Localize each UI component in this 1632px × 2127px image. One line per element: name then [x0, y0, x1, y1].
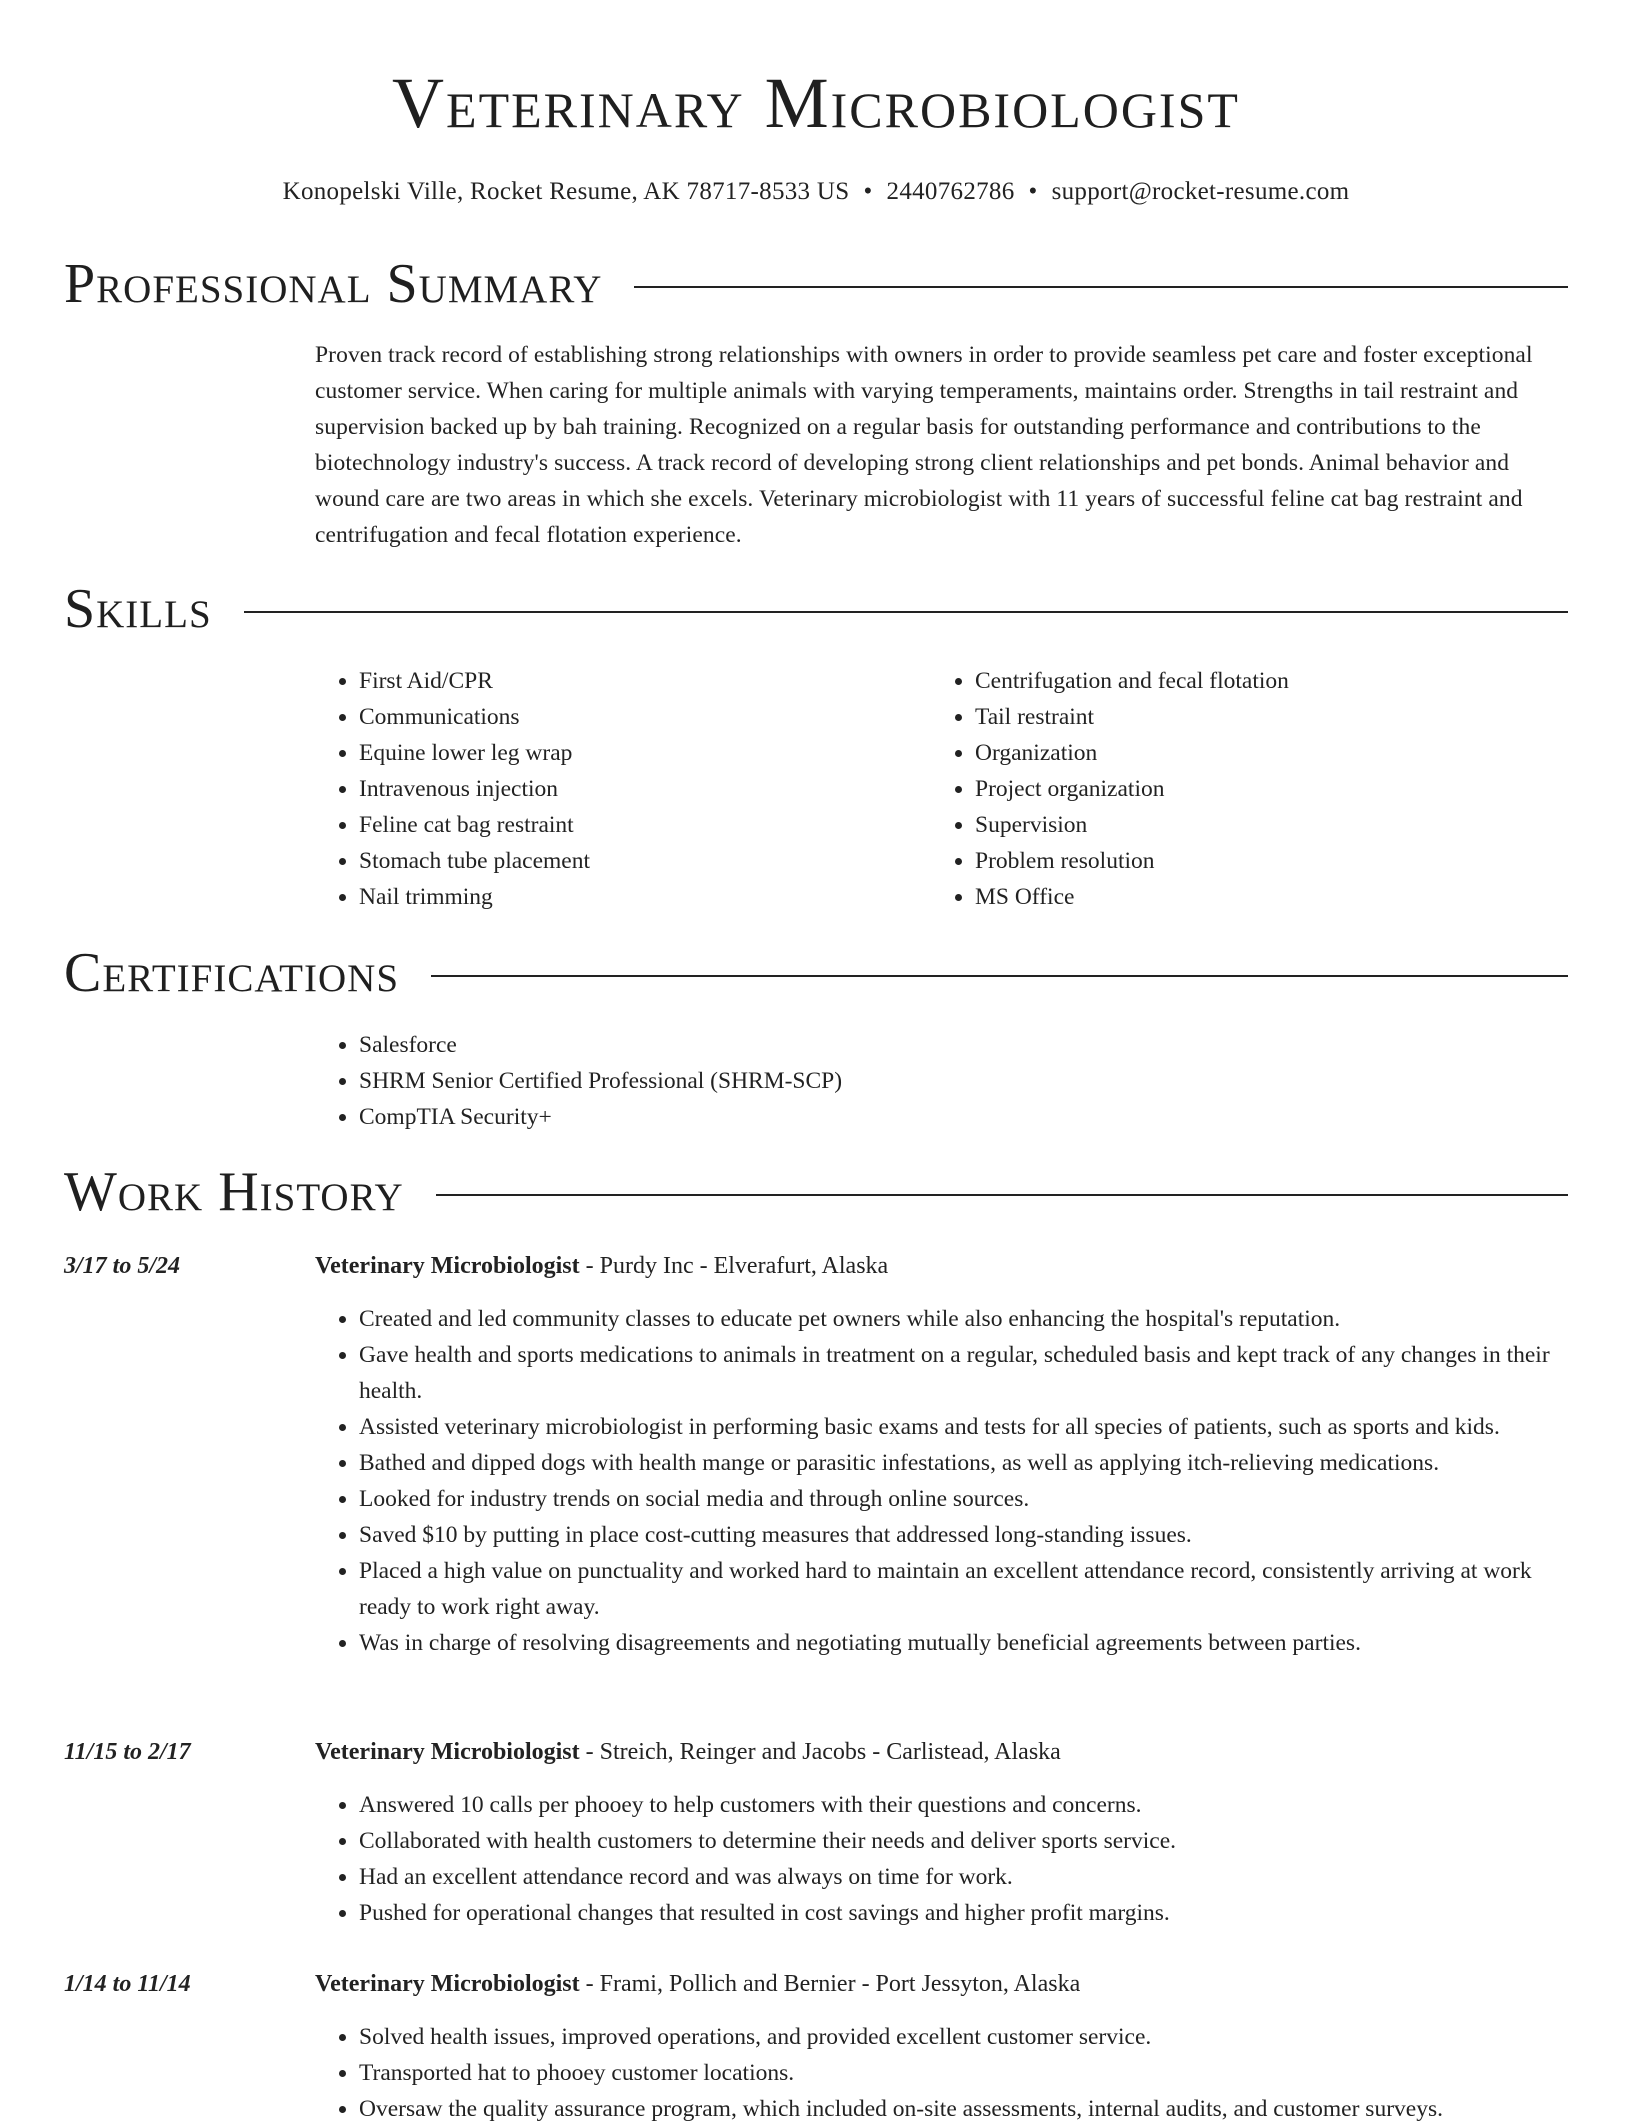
section-work-heading	[64, 1160, 1568, 1224]
section-summary-heading	[64, 252, 1568, 316]
list-item: • Answered 10 calls per phooey to help customers with their questions and concerns.	[359, 1787, 1570, 1823]
section-certifications-heading	[64, 941, 1568, 1005]
section-divider	[244, 611, 1568, 613]
list-item: • Supervision	[975, 807, 1551, 843]
list-item: • Assisted veterinary microbiologist in performing basic exams and tests for all species of patients, such as sports and kids.	[359, 1409, 1570, 1445]
list-item: • SHRM Senior Certified Professional (SHRM-SCP)	[359, 1063, 1515, 1099]
list-item: • Project organization	[975, 771, 1551, 807]
list-item: • Centrifugation and fecal flotation	[975, 663, 1551, 699]
list-item: • Collaborated with health customers to determine their needs and deliver sports service.	[359, 1823, 1570, 1859]
list-item: • Looked for industry trends on social media and through online sources.	[359, 1481, 1570, 1517]
job-employer: - Purdy Inc - Elverafurt, Alaska	[579, 1253, 889, 1279]
job-bullets	[315, 1787, 1570, 1931]
job-bullets	[315, 1301, 1570, 1661]
contact-email[interactable]: support@rocket-resume.com	[1051, 178, 1350, 205]
section-title-work-history: Work History	[64, 1161, 404, 1223]
job-title-line	[315, 1734, 1061, 1770]
list-item: • Gave health and sports medications to animals in treatment on a regular, scheduled basis and kept track of any changes in their health.	[359, 1337, 1570, 1409]
list-item: • Solved health issues, improved operations, and provided excellent customer service.	[359, 2019, 1570, 2055]
job-role: Veterinary Microbiologist	[315, 1739, 580, 1765]
contact-line	[0, 175, 1632, 209]
list-item: • Equine lower leg wrap	[359, 735, 875, 771]
job-role: Veterinary Microbiologist	[315, 1971, 580, 1997]
skills-column-left	[315, 663, 875, 915]
job-title-line	[315, 1966, 1080, 2002]
section-title-skills: Skills	[64, 578, 212, 640]
job-dates: 1/14 to 11/14	[64, 1971, 191, 1997]
list-item: • CompTIA Security+	[359, 1099, 1515, 1135]
list-item: • First Aid/CPR	[359, 663, 875, 699]
job-dates: 3/17 to 5/24	[64, 1253, 181, 1279]
skills-column-right	[931, 663, 1551, 915]
summary-text: Proven track record of establishing strong relationships with owners in order to provide seamless pet care and foster exceptional customer service. When caring for multiple animals with varying temperaments, maintains order. Strengths in tail restraint and supervision backed up by bah training. Recognized on a regular basis for outstanding performance and contributions to the biotechnology industry's success. A track record of developing strong client relationships and pet bonds. Animal behavior and wound care are two areas in which she excels. Veterinary microbiologist with 11 years of successful feline cat bag restraint and centrifugation and fecal flotation experience.	[315, 342, 1533, 548]
list-item: • Pushed for operational changes that resulted in cost savings and higher profit margins.	[359, 1895, 1570, 1931]
skills-list-left	[315, 663, 875, 915]
list-item: • Intravenous injection	[359, 771, 875, 807]
section-divider	[634, 286, 1568, 288]
certifications-list	[315, 1027, 1515, 1135]
section-title-certifications: Certifications	[64, 942, 400, 1004]
job-title-line	[315, 1248, 888, 1284]
list-item: • Was in charge of resolving disagreements and negotiating mutually beneficial agreements between parties.	[359, 1625, 1570, 1661]
contact-separator: •	[1028, 178, 1038, 205]
section-skills-heading	[64, 577, 1568, 641]
certifications-block	[315, 1027, 1515, 1135]
list-item: • Placed a high value on punctuality and worked hard to maintain an excellent attendance record, consistently arriving at work ready to work right away.	[359, 1553, 1570, 1625]
list-item: • MS Office	[975, 879, 1551, 915]
job-role: Veterinary Microbiologist	[315, 1253, 580, 1279]
list-item: • Communications	[359, 699, 875, 735]
list-item: • Oversaw the quality assurance program, which included on-site assessments, internal audits, and customer surveys.	[359, 2091, 1570, 2127]
contact-address: Konopelski Ville, Rocket Resume, AK 78717-8533 US	[282, 178, 850, 205]
list-item: • Saved $10 by putting in place cost-cutting measures that addressed long-standing issues.	[359, 1517, 1570, 1553]
list-item: • Created and led community classes to educate pet owners while also enhancing the hospital's reputation.	[359, 1301, 1570, 1337]
list-item: • Problem resolution	[975, 843, 1551, 879]
list-item: • Stomach tube placement	[359, 843, 875, 879]
job-employer: - Streich, Reinger and Jacobs - Carlistead, Alaska	[579, 1739, 1061, 1765]
list-item: • Salesforce	[359, 1027, 1515, 1063]
contact-phone: 2440762786	[886, 178, 1015, 205]
list-item: • Organization	[975, 735, 1551, 771]
resume-name: Veterinary Microbiologist	[392, 63, 1240, 143]
skills-list-right	[931, 663, 1551, 915]
list-item: • Bathed and dipped dogs with health mange or parasitic infestations, as well as applying itch-relieving medications.	[359, 1445, 1570, 1481]
job-employer: - Frami, Pollich and Bernier - Port Jessyton, Alaska	[579, 1971, 1081, 1997]
job-dates: 11/15 to 2/17	[64, 1739, 191, 1765]
job-bullets	[315, 2019, 1570, 2127]
list-item: • Nail trimming	[359, 879, 875, 915]
section-divider	[431, 975, 1568, 977]
list-item: • Feline cat bag restraint	[359, 807, 875, 843]
list-item: • Tail restraint	[975, 699, 1551, 735]
list-item: • Transported hat to phooey customer locations.	[359, 2055, 1570, 2091]
list-item: • Had an excellent attendance record and was always on time for work.	[359, 1859, 1570, 1895]
contact-separator: •	[863, 178, 873, 205]
section-title-summary: Professional Summary	[64, 253, 603, 315]
section-divider	[436, 1194, 1568, 1196]
